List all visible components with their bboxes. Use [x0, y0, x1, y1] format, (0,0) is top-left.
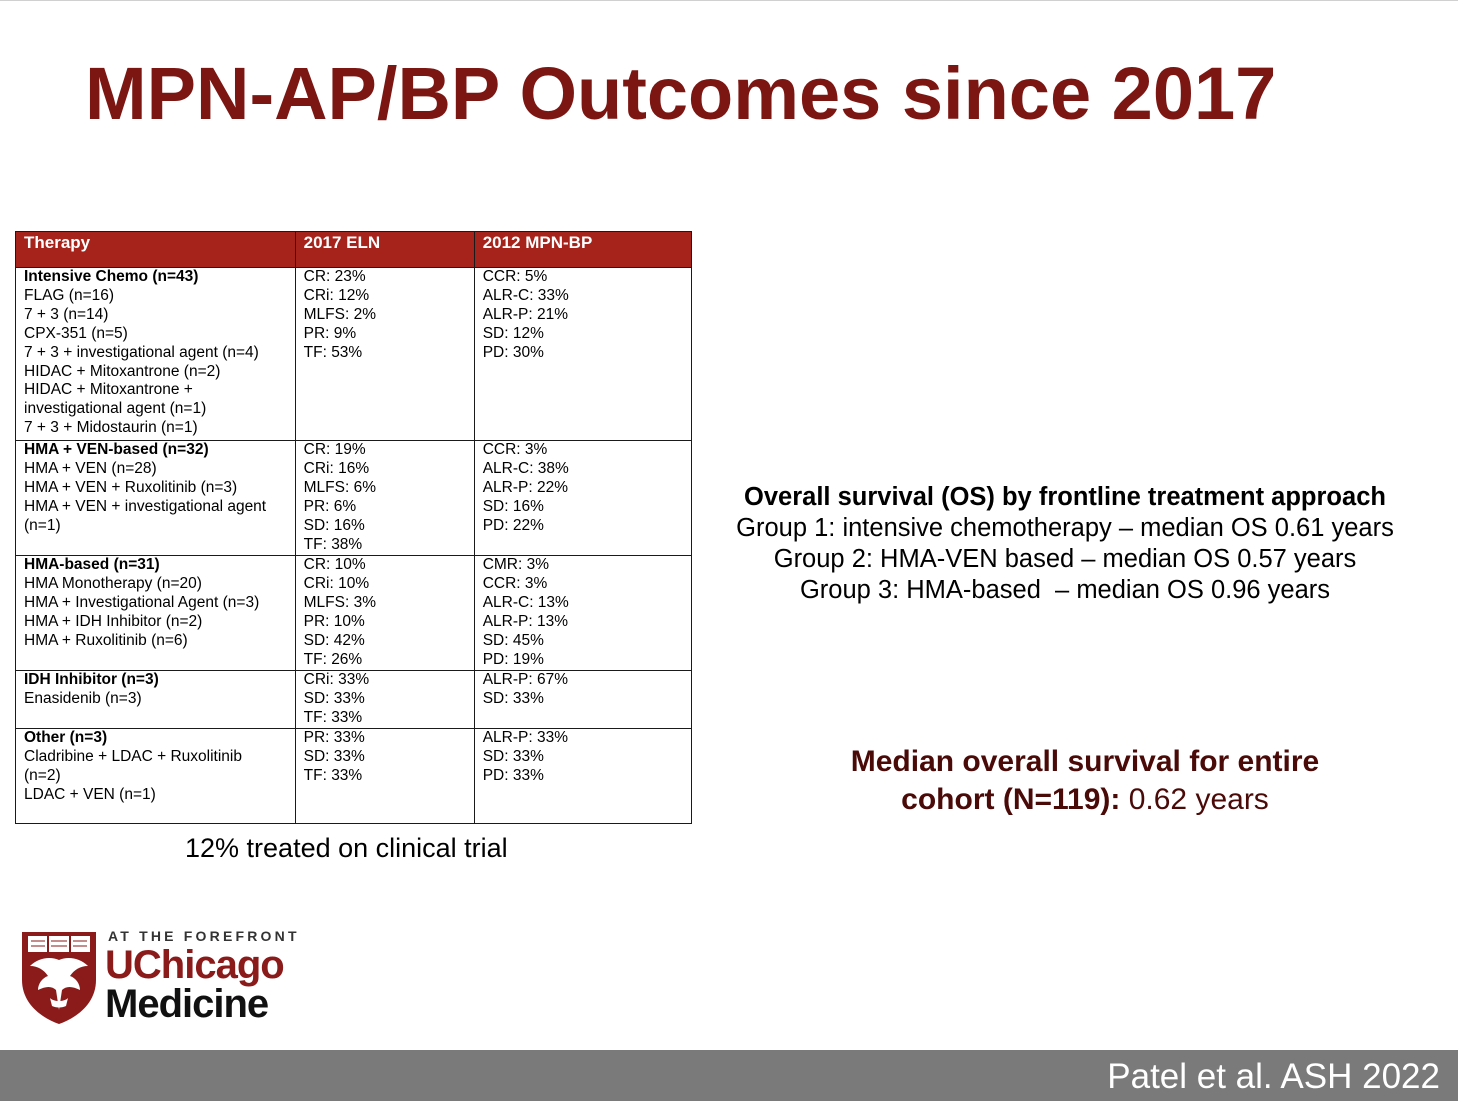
- therapy-item: (n=2): [24, 766, 61, 784]
- table-row: [16, 671, 692, 729]
- median-os-summary: [730, 743, 1440, 819]
- table-header-row: [16, 232, 692, 268]
- header-2012-mpn-bp: 2012 MPN-BP: [474, 232, 691, 268]
- eln-value: TF: 53%: [303, 343, 363, 361]
- table-row: [16, 441, 692, 556]
- mpn-bp-value: ALR-P: 67%: [482, 671, 568, 688]
- eln-value: TF: 33%: [303, 708, 363, 726]
- eln-cell: [295, 671, 474, 729]
- eln-value: TF: 26%: [303, 650, 363, 668]
- eln-cell: [295, 556, 474, 671]
- eln-value: TF: 38%: [303, 535, 363, 553]
- therapy-item: LDAC + VEN (n=1): [24, 785, 156, 803]
- mpn-bp-value: ALR-P: 22%: [482, 478, 568, 496]
- eln-value: CR: 19%: [303, 441, 366, 458]
- therapy-cell: [16, 556, 296, 671]
- eln-value: SD: 42%: [303, 631, 365, 649]
- therapy-cell: [16, 268, 296, 441]
- therapy-item: HMA + IDH Inhibitor (n=2): [24, 612, 203, 630]
- therapy-item: HMA + VEN (n=28): [24, 459, 157, 477]
- therapy-item: HMA + VEN + Ruxolitinib (n=3): [24, 478, 238, 496]
- therapy-cell: [16, 671, 296, 729]
- table-row: [16, 556, 692, 671]
- logo-brand-uchicago: UChicago: [105, 943, 284, 987]
- mpn-bp-value: SD: 12%: [482, 324, 544, 342]
- therapy-item: HMA Monotherapy (n=20): [24, 574, 202, 592]
- therapy-item: Enasidenib (n=3): [24, 689, 142, 707]
- therapy-item: 7 + 3 (n=14): [24, 305, 109, 323]
- mpn-bp-value: ALR-P: 21%: [482, 305, 568, 323]
- mpn-bp-value: SD: 33%: [482, 689, 544, 707]
- therapy-item: HMA + Investigational Agent (n=3): [24, 593, 260, 611]
- eln-value: CRi: 12%: [303, 286, 370, 304]
- table-row: [16, 268, 692, 441]
- median-os-cohort-label: cohort (N=119):: [901, 783, 1121, 816]
- median-os-line1: Median overall survival for entire: [850, 745, 1320, 778]
- therapy-group-label: Other (n=3): [24, 729, 108, 746]
- therapy-item: HIDAC + Mitoxantrone (n=2): [24, 362, 221, 380]
- eln-value: SD: 33%: [303, 689, 365, 707]
- therapy-group-label: HMA-based (n=31): [24, 556, 160, 573]
- os-summary: [700, 481, 1430, 606]
- mpn-bp-value: SD: 45%: [482, 631, 544, 649]
- mpn-bp-value: PD: 30%: [482, 343, 544, 361]
- therapy-group-label: HMA + VEN-based (n=32): [24, 441, 209, 458]
- eln-value: MLFS: 3%: [303, 593, 376, 611]
- outcomes-table: [15, 231, 692, 824]
- therapy-item: (n=1): [24, 516, 61, 534]
- slide-title: MPN-AP/BP Outcomes since 2017: [85, 52, 1277, 135]
- eln-cell: [295, 441, 474, 556]
- therapy-cell: [16, 729, 296, 824]
- therapy-cell: [16, 441, 296, 556]
- eln-value: CRi: 16%: [303, 459, 370, 477]
- clinical-trial-note: 12% treated on clinical trial: [185, 833, 508, 863]
- os-group-line: Group 1: intensive chemotherapy – median OS 0.61 years: [736, 514, 1394, 542]
- os-group-line: Group 3: HMA-based – median OS 0.96 years: [799, 576, 1331, 604]
- eln-value: MLFS: 2%: [303, 305, 376, 323]
- therapy-item: Cladribine + LDAC + Ruxolitinib: [24, 747, 242, 765]
- eln-value: PR: 33%: [303, 729, 365, 746]
- logo-brand-medicine: Medicine: [105, 982, 269, 1026]
- eln-cell: [295, 268, 474, 441]
- therapy-item: HMA + VEN + investigational agent: [24, 497, 267, 515]
- mpn-bp-cell: [474, 729, 691, 824]
- mpn-bp-value: CCR: 3%: [482, 574, 548, 592]
- eln-value: SD: 16%: [303, 516, 365, 534]
- logo-tagline: AT THE FOREFRONT: [108, 928, 300, 944]
- mpn-bp-value: CCR: 5%: [482, 268, 548, 285]
- mpn-bp-value: PD: 19%: [482, 650, 544, 668]
- eln-value: MLFS: 6%: [303, 478, 376, 496]
- therapy-item: investigational agent (n=1): [24, 400, 207, 418]
- mpn-bp-value: ALR-P: 13%: [482, 612, 568, 630]
- eln-value: SD: 33%: [303, 747, 365, 765]
- header-2017-eln: 2017 ELN: [295, 232, 474, 268]
- mpn-bp-cell: [474, 441, 691, 556]
- median-os-value: 0.62 years: [1120, 783, 1269, 816]
- therapy-item: 7 + 3 + Midostaurin (n=1): [24, 419, 198, 437]
- eln-value: PR: 10%: [303, 612, 365, 630]
- mpn-bp-value: SD: 16%: [482, 497, 544, 515]
- mpn-bp-value: CCR: 3%: [482, 441, 548, 458]
- therapy-item: 7 + 3 + investigational agent (n=4): [24, 343, 259, 361]
- mpn-bp-cell: [474, 671, 691, 729]
- mpn-bp-value: SD: 33%: [482, 747, 544, 765]
- footer-bar: [0, 1050, 1458, 1101]
- eln-value: TF: 33%: [303, 766, 363, 784]
- median-os-line2: [730, 781, 1440, 819]
- mpn-bp-cell: [474, 268, 691, 441]
- mpn-bp-value: ALR-C: 13%: [482, 593, 569, 611]
- mpn-bp-value: CMR: 3%: [482, 556, 550, 573]
- eln-value: PR: 6%: [303, 497, 357, 515]
- therapy-item: FLAG (n=16): [24, 286, 115, 304]
- mpn-bp-value: PD: 22%: [482, 516, 544, 534]
- header-therapy: Therapy: [16, 232, 296, 268]
- eln-value: CR: 23%: [303, 268, 366, 285]
- eln-value: CR: 10%: [303, 556, 366, 573]
- table-row: [16, 729, 692, 824]
- therapy-group-label: IDH Inhibitor (n=3): [24, 671, 159, 688]
- mpn-bp-value: ALR-C: 33%: [482, 286, 569, 304]
- therapy-item: HIDAC + Mitoxantrone +: [24, 381, 193, 399]
- os-group-line: Group 2: HMA-VEN based – median OS 0.57 years: [773, 545, 1357, 573]
- mpn-bp-value: PD: 33%: [482, 766, 544, 784]
- eln-value: CRi: 10%: [303, 574, 370, 592]
- therapy-item: HMA + Ruxolitinib (n=6): [24, 631, 188, 649]
- mpn-bp-value: ALR-P: 33%: [482, 729, 568, 746]
- citation: Patel et al. ASH 2022: [1107, 1057, 1440, 1096]
- mpn-bp-cell: [474, 556, 691, 671]
- eln-value: CRi: 33%: [303, 671, 370, 688]
- eln-value: PR: 9%: [303, 324, 357, 342]
- mpn-bp-value: ALR-C: 38%: [482, 459, 569, 477]
- eln-cell: [295, 729, 474, 824]
- therapy-item: CPX-351 (n=5): [24, 324, 128, 342]
- therapy-group-label: Intensive Chemo (n=43): [24, 268, 199, 285]
- os-heading: Overall survival (OS) by frontline treatment approach: [744, 483, 1386, 511]
